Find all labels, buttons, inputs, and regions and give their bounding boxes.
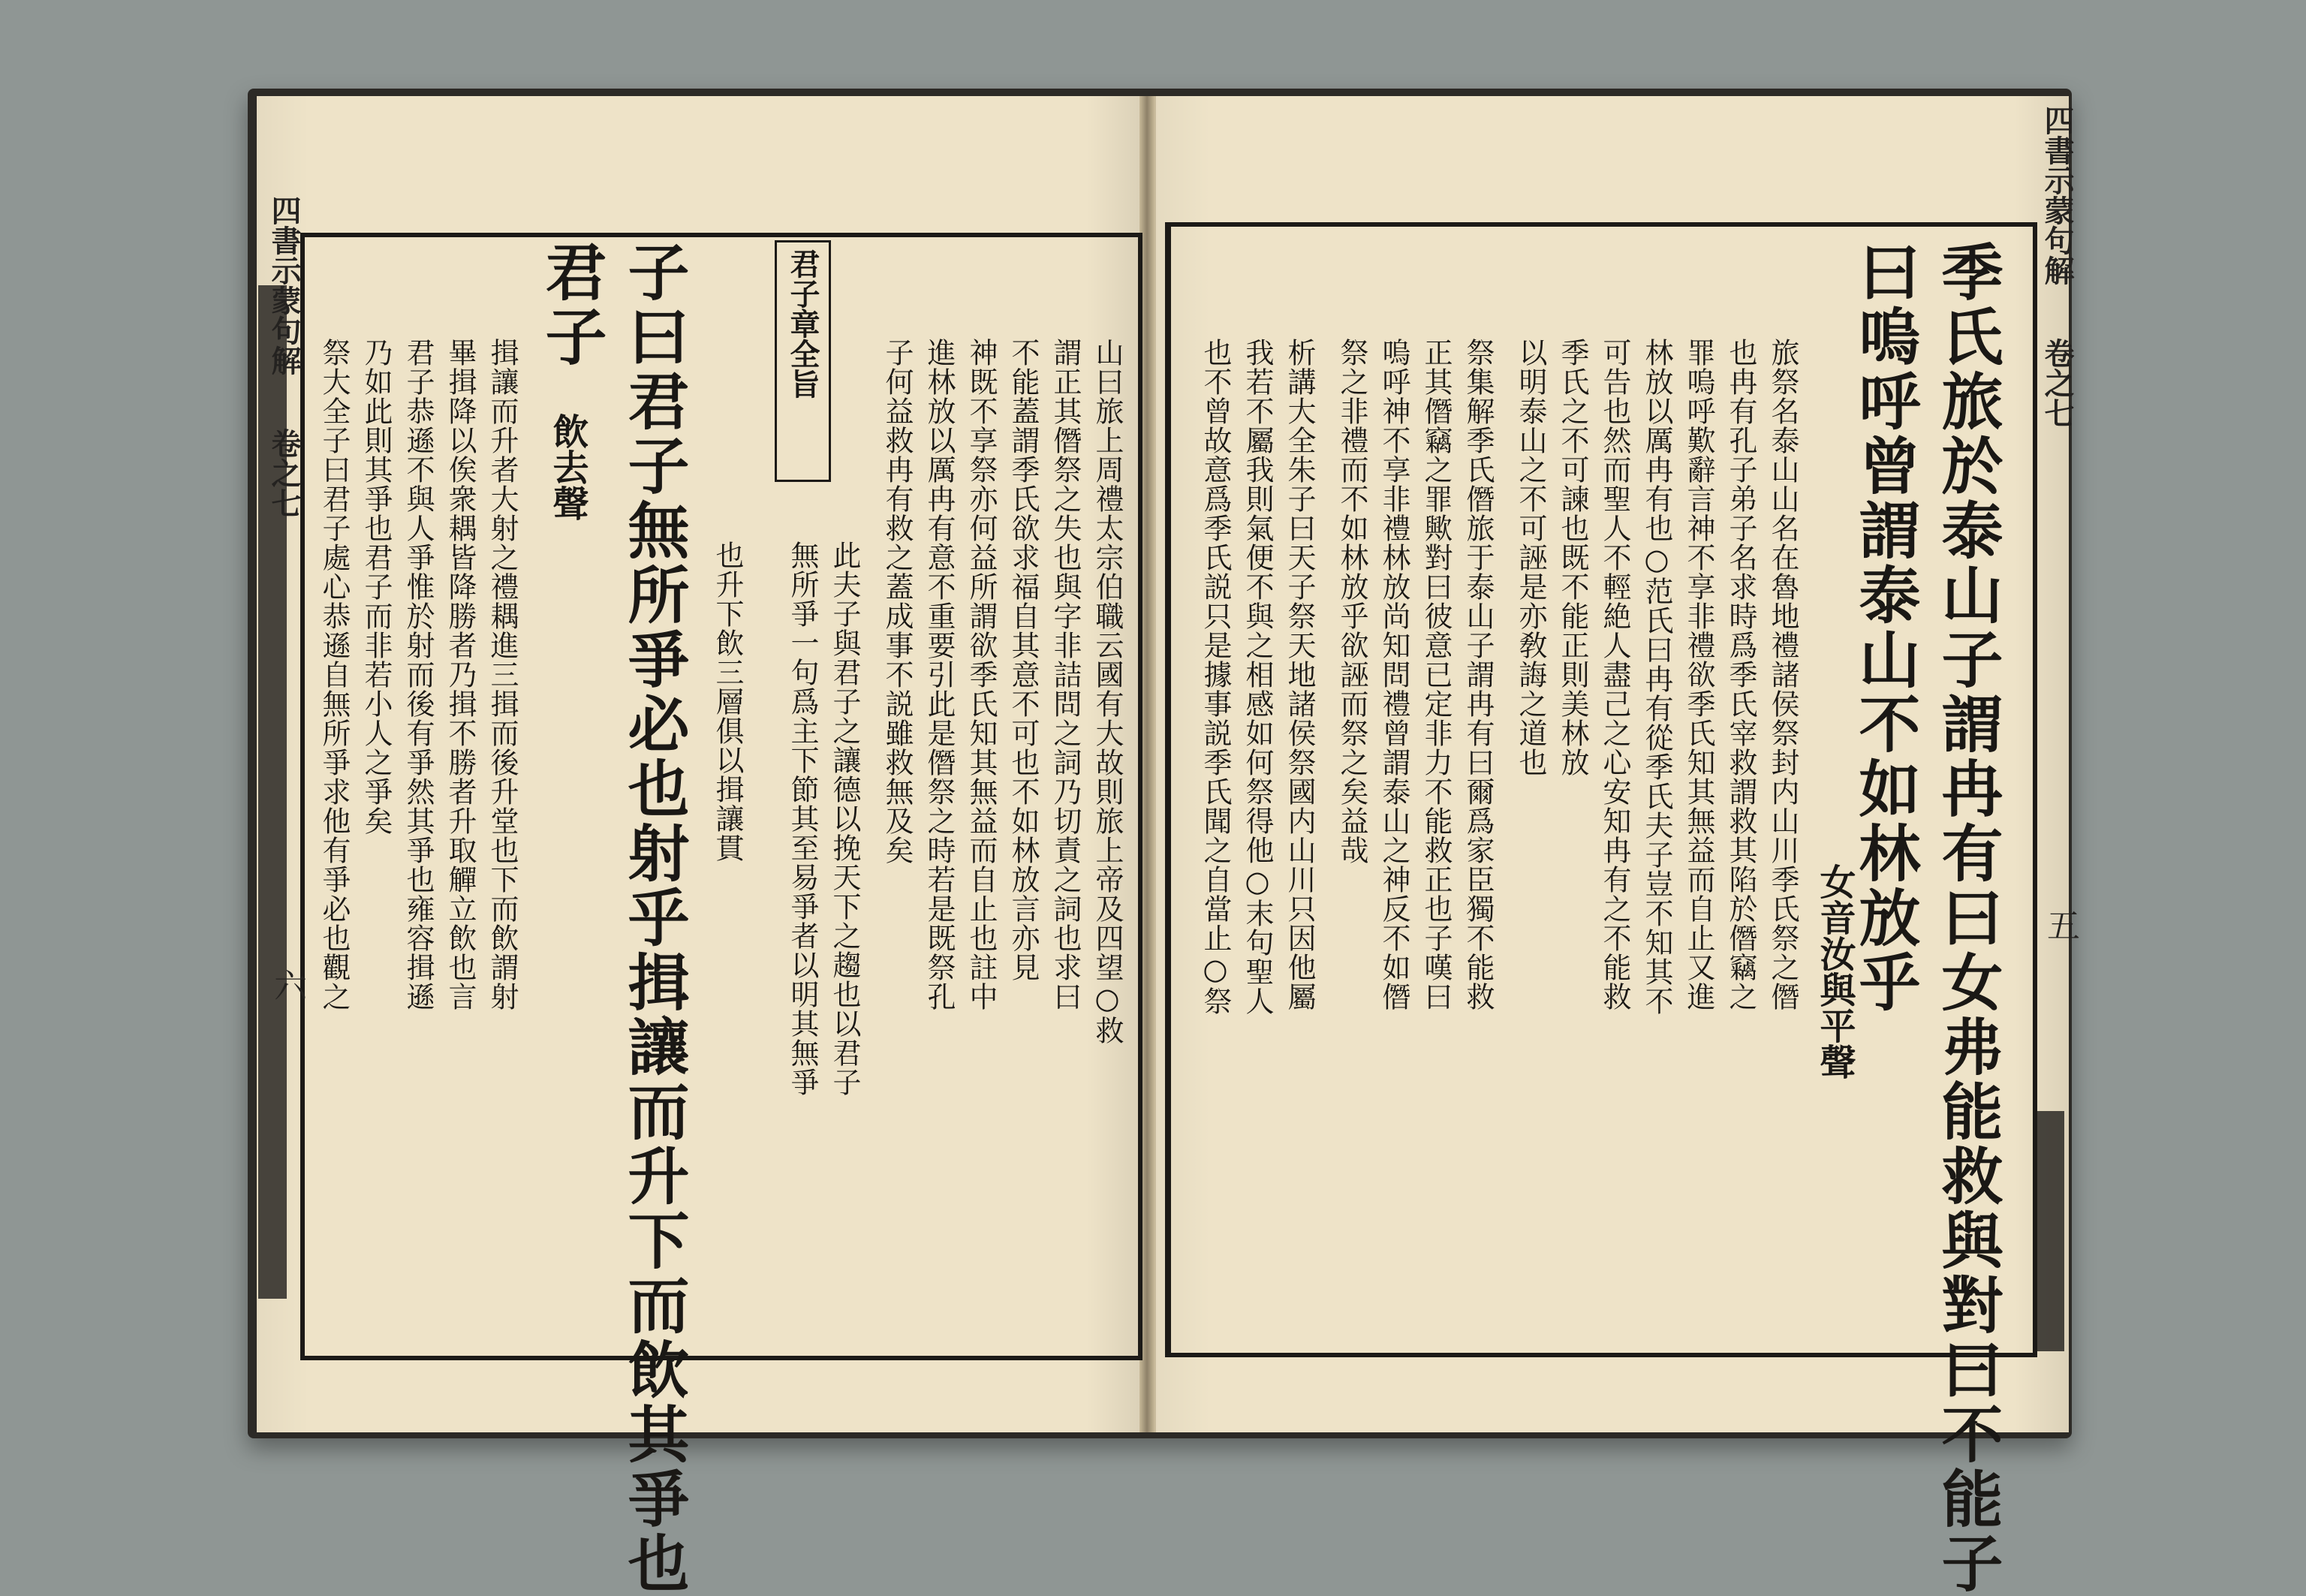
- left-margin-title: 四書示蒙句解: [266, 195, 302, 375]
- right-edge-strip: [2036, 1111, 2064, 1351]
- right-commentary-11: 祭之非禮而不如林放乎欲誣而祭之矣益哉: [1335, 338, 1368, 865]
- left-commentary-top-4: 神既不享祭亦何益所謂欲季氏知其無益而自止也註中: [965, 338, 998, 1011]
- right-commentary-9: 正其僭竊之罪歟對曰彼意已定非力不能救正也子嘆曰: [1419, 338, 1453, 1011]
- left-commentary-bottom-3: 畢揖降以俟衆耦皆降勝者乃揖不勝者升取觶立飲也言: [444, 338, 477, 1011]
- right-commentary-8: 祭集解季氏僭旅于泰山子謂冉有曰爾爲家臣獨不能救: [1462, 338, 1495, 1011]
- left-commentary-bottom-2: 揖讓而升者大射之禮耦進三揖而後升堂也下而飲謂射: [486, 338, 519, 1011]
- left-main-line-2: 君子: [535, 240, 607, 369]
- left-commentary-bottom-1: 也升下飲三層俱以揖讓貫: [711, 541, 744, 863]
- left-commentary-top-2: 謂正其僭祭之失也與字非詰問之詞乃切責之詞也求曰: [1049, 338, 1082, 1011]
- chapter-note-1: 此夫子與君子之讓德以挽天下之趨也以君子: [828, 541, 861, 1097]
- chapter-label-box: 君子章全旨: [775, 240, 831, 482]
- left-commentary-bottom-6: 祭大全子曰君子處心恭遜自無所爭求他有爭必也觀之: [318, 338, 351, 1011]
- left-commentary-top-3: 不能蓋謂季氏欲求福自其意不可也不如林放言亦見: [1007, 338, 1040, 982]
- right-main-line-2: 曰嗚呼曾謂泰山不如林放乎: [1849, 240, 1921, 1015]
- frame-inner-line: [1170, 227, 1171, 1353]
- right-commentary-12: 析講大全朱子曰天子祭天地諸侯祭國内山川只因他屬: [1283, 338, 1316, 1011]
- right-margin-title: 四書示蒙句解: [2040, 105, 2075, 285]
- right-commentary-7: 以明泰山之不可誣是亦敎誨之道也: [1514, 338, 1547, 777]
- left-commentary-top-5: 進林放以厲冉有意不重要引此是僭祭之時若是既祭孔: [923, 338, 956, 1011]
- right-commentary-1: 旅祭名泰山山名在魯地禮諸侯祭封内山川季氏祭之僭: [1766, 338, 1799, 1011]
- right-commentary-6: 季氏之不可諫也既不能正則美林放: [1556, 338, 1589, 777]
- right-commentary-10: 嗚呼神不享非禮林放尚知問禮曾謂泰山之神反不如僭: [1377, 338, 1410, 1011]
- right-main-line-1: 季氏旅於泰山子謂冉有曰女弗能救與對曰不能子: [1931, 240, 2003, 1596]
- left-commentary-top-1: 山曰旅上周禮太宗伯職云國有大故則旅上帝及四望○救: [1091, 338, 1124, 1045]
- right-commentary-4: 林放以厲冉有也○范氏曰冉有從季氏夫子豈不知其不: [1640, 338, 1673, 1016]
- right-page-number: 五: [2041, 908, 2079, 941]
- left-commentary-bottom-4: 君子恭遜不與人爭惟於射而後有爭然其爭也雍容揖遜: [402, 338, 435, 1011]
- left-page-number: 六: [268, 968, 306, 1001]
- chapter-note-2: 無所爭一句爲主下節其至易爭者以明其無爭: [786, 541, 819, 1097]
- right-margin-volume: 卷之七: [2040, 338, 2075, 428]
- left-reading-note: 飲去聲: [546, 413, 589, 521]
- right-commentary-13: 我若不屬我則氣便不與之相感如何祭得他○末句聖人: [1241, 338, 1274, 1016]
- left-commentary-top-6: 子何益救冉有救之蓋成事不説雖救無及矣: [881, 338, 914, 865]
- left-main-line-1: 子曰君子無所爭必也射乎揖讓而升下而飲其爭也: [618, 240, 690, 1596]
- right-commentary-14: 也不曾故意爲季氏説只是據事説季氏聞之自當止○祭: [1199, 338, 1232, 1016]
- right-reading-note: 女音汝與平聲: [1814, 863, 1856, 1080]
- left-commentary-bottom-5: 乃如此則其爭也君子而非若小人之爭矣: [360, 338, 393, 836]
- left-margin-volume: 卷之七: [266, 428, 302, 518]
- right-commentary-5: 可告也然而聖人不輕絶人盡己之心安知冉有之不能救: [1598, 338, 1631, 1011]
- right-commentary-2: 也冉有孔子弟子名求時爲季氏宰救謂救其陷於僭竊之: [1724, 338, 1757, 1011]
- right-commentary-3: 罪嗚呼歎辭言神不享非禮欲季氏知其無益而自止又進: [1682, 338, 1715, 1011]
